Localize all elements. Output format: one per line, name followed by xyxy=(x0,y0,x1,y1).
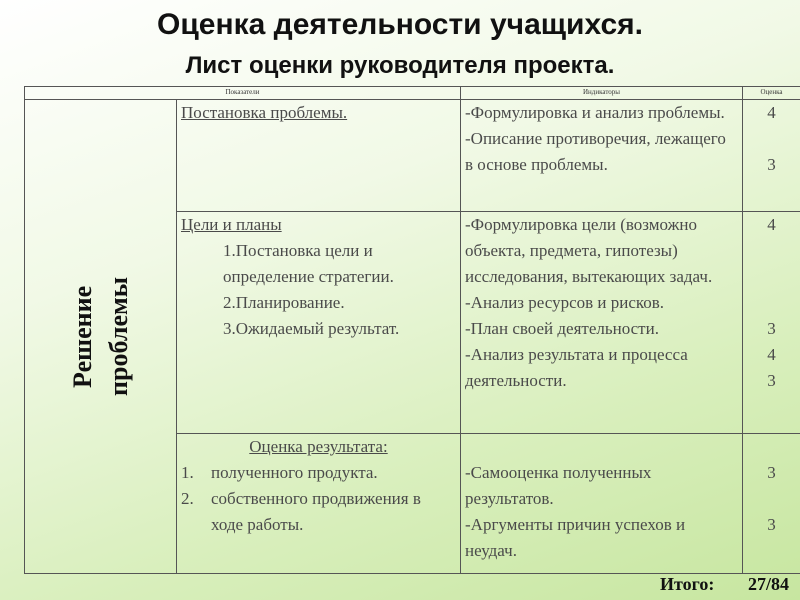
score-cell xyxy=(743,434,800,574)
criterion-sub-item: 3.Ожидаемый результат. xyxy=(223,319,400,338)
side-label: Решение проблемы xyxy=(67,277,133,396)
score-value: 3 xyxy=(767,371,776,390)
score-value: 4 xyxy=(767,215,776,234)
indicators-cell xyxy=(461,434,743,574)
indicator-item: -Формулировка цели (возможно объекта, предмета, гипотезы) исследования, вытекающих задач. xyxy=(465,215,713,286)
criterion-list-item: 1. полученного продукта. xyxy=(181,463,378,482)
indicator-item: -Анализ результата и процесса деятельности. xyxy=(465,345,688,390)
criterion-sub-item: 1.Постановка цели и определение стратегии. xyxy=(223,241,394,286)
table-row xyxy=(25,100,800,212)
header-criteria: Показатели xyxy=(25,87,461,100)
score-value: 4 xyxy=(767,345,776,364)
indicators-cell xyxy=(461,212,743,434)
page-subtitle: Лист оценки руководителя проекта. xyxy=(185,52,615,79)
header-indicators: Индикаторы xyxy=(461,87,743,100)
page-title: Оценка деятельности учащихся. xyxy=(157,8,643,41)
indicator-item: -Аргументы причин успехов и неудач. xyxy=(465,515,686,560)
criterion-cell xyxy=(177,434,461,574)
side-label-cell xyxy=(25,100,177,574)
evaluation-table xyxy=(24,86,800,574)
indicator-item: -Формулировка и анализ проблемы. xyxy=(465,103,725,122)
criterion-cell xyxy=(177,212,461,434)
indicator-item: -План своей деятельности. xyxy=(465,319,659,338)
indicator-item: -Анализ ресурсов и рисков. xyxy=(465,293,665,312)
header-row xyxy=(25,87,800,100)
indicators-cell xyxy=(461,100,743,212)
score-value: 3 xyxy=(767,155,776,174)
score-value: 3 xyxy=(767,319,776,338)
indicator-item: -Самооценка полученных результатов. xyxy=(465,463,652,508)
score-cell xyxy=(743,100,800,212)
score-cell xyxy=(743,212,800,434)
header-score: Оценка xyxy=(743,87,800,100)
score-value: 3 xyxy=(767,515,776,534)
criterion-cell xyxy=(177,100,461,212)
criterion-list-item: 2. собственного продвижения в ходе работы. xyxy=(181,489,421,534)
criterion-sub-item: 2.Планирование. xyxy=(223,293,345,312)
total-value: 27/84 xyxy=(748,574,790,594)
criterion-title: Цели и планы xyxy=(181,215,282,234)
indicator-item: -Описание противоречия, лежащего в основе проблемы. xyxy=(465,129,726,174)
total-label: Итого: xyxy=(660,574,715,594)
criterion-title: Постановка проблемы. xyxy=(181,103,348,122)
criterion-title: Оценка результата: xyxy=(249,437,388,456)
score-value: 4 xyxy=(767,103,776,122)
score-value: 3 xyxy=(767,463,776,482)
